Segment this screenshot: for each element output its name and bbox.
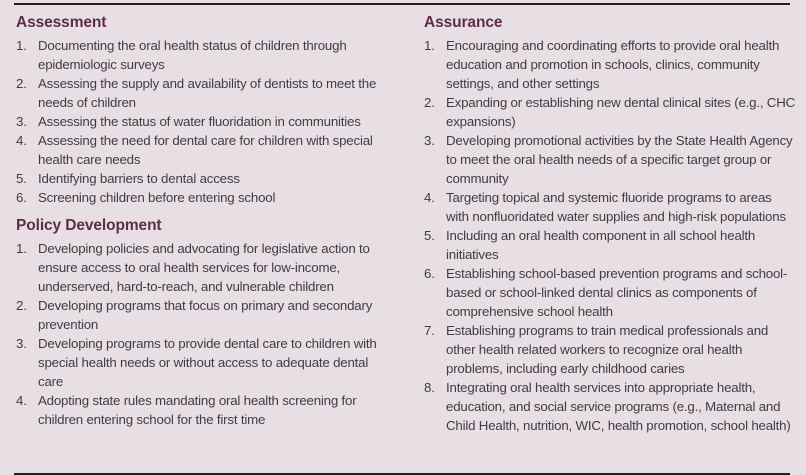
section-title: Assessment	[16, 14, 107, 31]
list-item-text: Assessing the status of water fluoridation in communities	[38, 114, 361, 129]
list-item-number: 2.	[16, 76, 27, 91]
list-item-number: 1.	[16, 241, 27, 256]
list-item-text: Adopting state rules mandating oral health screening for children entering school for the first time	[38, 393, 357, 427]
list-item-text: Targeting topical and systemic fluoride programs to areas with nonfluoridated water supplies and high-risk populations	[446, 190, 786, 224]
list-item-number: 4.	[16, 393, 27, 408]
top-rule	[14, 3, 790, 5]
section-list	[16, 36, 392, 207]
list-item-number: 3.	[16, 114, 27, 129]
list-item-number: 3.	[424, 133, 435, 148]
list-item-number: 6.	[16, 190, 27, 205]
list-item	[424, 321, 796, 378]
list-item	[16, 391, 392, 429]
list-item-text: Developing programs to provide dental care to children with special health needs or without access to adequate dental care	[38, 336, 377, 389]
list-item-text: Screening children before entering school	[38, 190, 276, 205]
list-item-number: 8.	[424, 380, 435, 395]
list-item	[16, 131, 392, 169]
list-item-text: Identifying barriers to dental access	[38, 171, 240, 186]
list-item-number: 4.	[424, 190, 435, 205]
list-item	[424, 188, 796, 226]
list-item-number: 7.	[424, 323, 435, 338]
section-title: Assurance	[424, 14, 503, 31]
list-item-text: Developing promotional activities by the State Health Agency to meet the oral health needs of a specific target group or community	[446, 133, 793, 186]
list-item	[424, 93, 796, 131]
list-item-number: 4.	[16, 133, 27, 148]
list-item	[16, 188, 392, 207]
list-item-text: Assessing the supply and availability of dentists to meet the needs of children	[38, 76, 377, 110]
list-item-text: Including an oral health component in all school health initiatives	[446, 228, 756, 262]
left-column	[16, 4, 392, 435]
list-item	[424, 378, 796, 435]
list-item-text: Documenting the oral health status of children through epidemiologic surveys	[38, 38, 347, 72]
list-item-text: Expanding or establishing new dental clinical sites (e.g., CHC expansions)	[446, 95, 796, 129]
list-item-number: 6.	[424, 266, 435, 281]
list-item	[16, 169, 392, 188]
list-item-number: 1.	[16, 38, 27, 53]
list-item-number: 2.	[424, 95, 435, 110]
section-list	[424, 36, 796, 435]
list-item-text: Assessing the need for dental care for children with special health care needs	[38, 133, 373, 167]
list-item	[16, 296, 392, 334]
list-item-number: 5.	[16, 171, 27, 186]
list-item-text: Developing programs that focus on primary and secondary prevention	[38, 298, 373, 332]
list-item-text: Developing policies and advocating for legislative action to ensure access to oral health services for low-income, underserved, hard-to-reach, and vulnerable children	[38, 241, 370, 294]
list-item	[16, 334, 392, 391]
list-item-text: Encouraging and coordinating efforts to provide oral health education and promotion in schools, clinics, community settings, and other settings	[446, 38, 780, 91]
list-item	[16, 36, 392, 74]
list-item-number: 2.	[16, 298, 27, 313]
list-item	[424, 36, 796, 93]
list-item-number: 3.	[16, 336, 27, 351]
list-item	[16, 239, 392, 296]
section-title: Policy Development	[16, 217, 162, 234]
list-item-text: Integrating oral health services into appropriate health, education, and social service programs (e.g., Maternal and Child Health, nutrition, WIC, health promotion, school health)	[446, 380, 791, 433]
right-column	[424, 4, 796, 435]
list-item-number: 5.	[424, 228, 435, 243]
list-item-text: Establishing programs to train medical professionals and other health related workers to recognize oral health problems, including early childhood caries	[446, 323, 769, 376]
section-list	[16, 239, 392, 429]
list-item	[424, 264, 796, 321]
list-item	[424, 226, 796, 264]
list-item-number: 1.	[424, 38, 435, 53]
list-item	[16, 112, 392, 131]
list-item	[424, 131, 796, 188]
list-item-text: Establishing school-based prevention programs and school-based or school-linked dental clinics as components of comprehensive school health	[446, 266, 788, 319]
list-item	[16, 74, 392, 112]
